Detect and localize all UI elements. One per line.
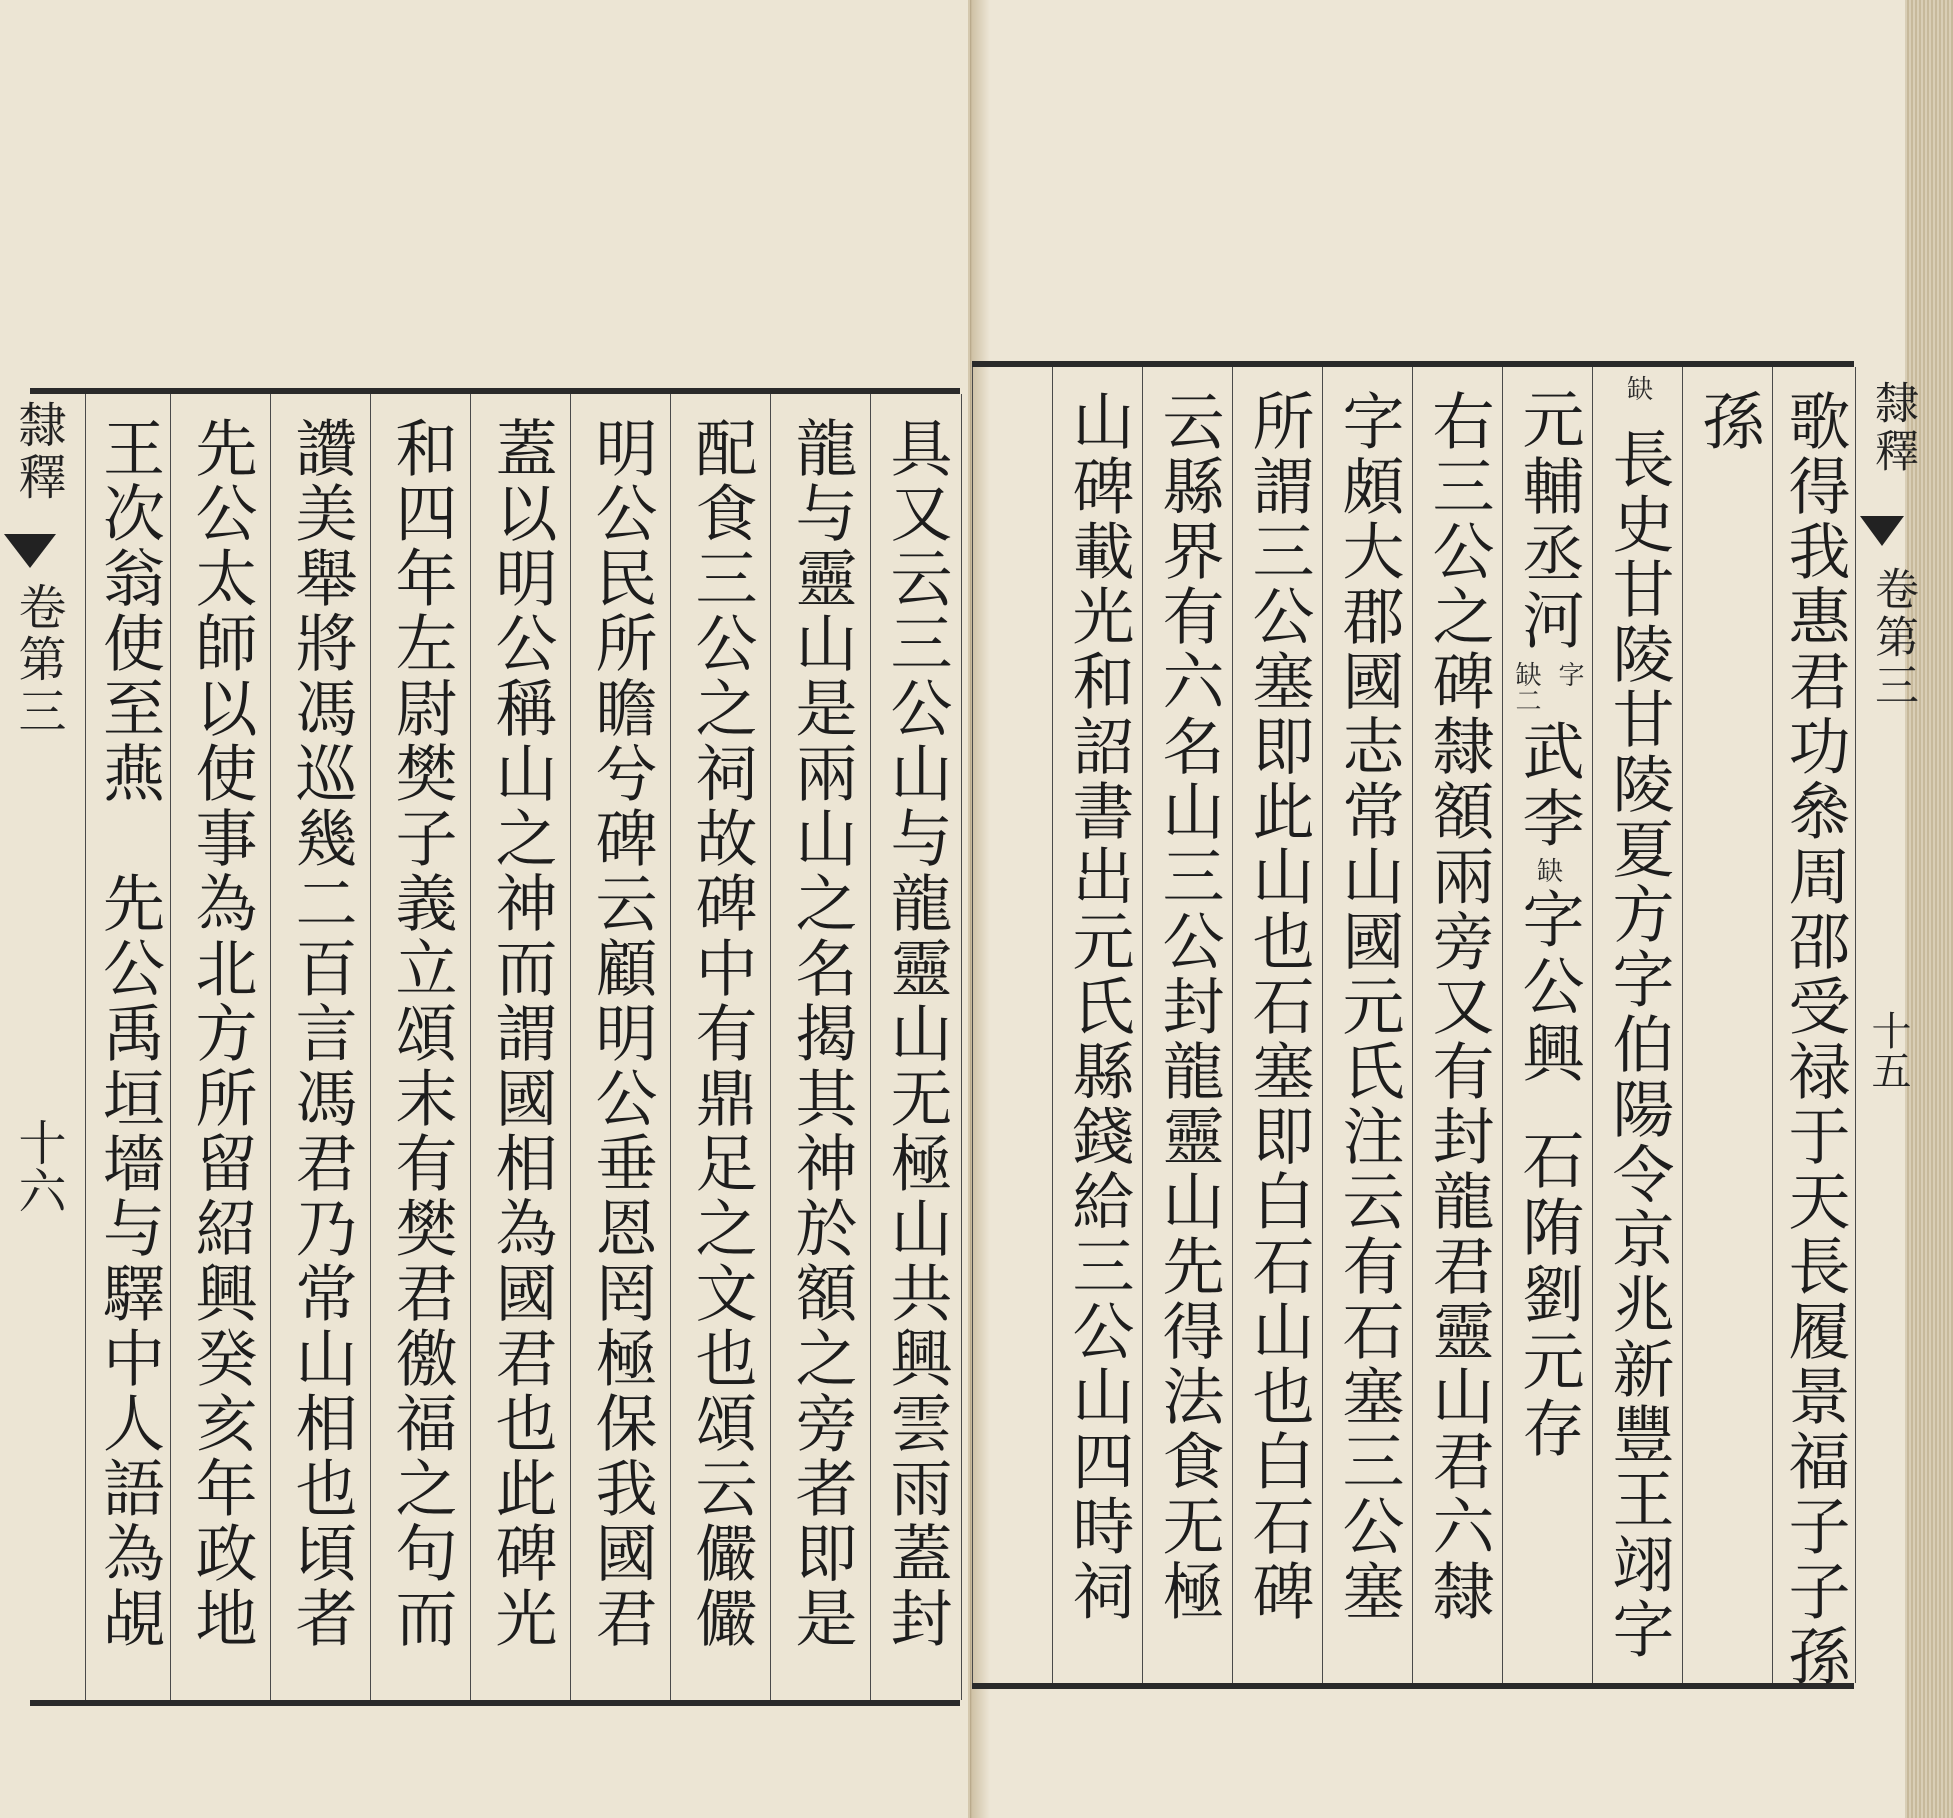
text-column [370,394,471,1700]
text-column [1682,367,1773,1683]
column-text: 山碑載光和詔書出元氏縣錢給三公山四時祠 [1062,389,1135,1624]
annotation: 缺二 [1511,661,1541,713]
text-column [470,394,571,1700]
column-text: 和四年左尉樊子義立頌末有樊君徼福之句而 [385,416,458,1651]
column-text: 歌得我惠君功叅周邵受禄于天長履景福子子孫 [1778,389,1851,1689]
column-text: 右三公之碑隸額兩旁又有封龍君靈山君六隸 [1422,389,1495,1624]
text-column [1412,367,1503,1683]
text-column-blank [972,367,1053,1683]
text-column [85,394,171,1700]
text-column [170,394,271,1700]
fishtail-icon [4,534,56,568]
text-column [1232,367,1323,1683]
right-folio: 十五 [1865,1010,1911,1090]
column-text: 王次翁使至燕 先公禹垣墻与驛中人語為覘 [92,416,166,1651]
column-text: 孫 [1692,389,1765,456]
column-text: 讚美舉將馮巡幾二百言馮君乃常山相也頃者 [285,416,358,1651]
text-column [670,394,771,1700]
column-text: 配食三公之祠故碑中有鼎足之文也頌云儼儼 [685,416,758,1651]
annotation: 缺 [1532,857,1563,883]
column-text: 具又云三公山与龍靈山无極山共興雲雨蓋封 [880,416,953,1651]
column-text: 字公興 [1512,887,1585,1088]
text-column [870,394,962,1700]
column-text: 云縣界有六名山三公封龍靈山先得法食无極 [1152,389,1225,1624]
text-column [1772,367,1856,1689]
column-text: 龍与靈山是兩山之名揭其神於額之旁者即是 [785,416,858,1651]
column-text: 明公民所瞻兮碑云顧明公垂恩罔極保我國君 [585,416,658,1651]
left-text-block [30,388,960,1706]
column-text: 先公太師以使事為北方所留紹興癸亥年政地 [185,416,258,1651]
right-margin-title: 隸釋 [1867,380,1918,476]
text-column [1502,367,1593,1683]
text-column [570,394,671,1700]
right-margin-strip [1860,380,1918,1090]
column-text: 所謂三公塞即此山也石塞即白石山也白石碑 [1242,389,1315,1624]
right-text-block [972,361,1854,1689]
left-folio: 十六 [10,1118,66,1214]
text-column [270,394,371,1700]
column-text: 元輔丞河 [1512,387,1585,655]
column-text: 長史甘陵甘陵夏方字伯陽令京兆新豐王翊字 [1602,427,1675,1662]
left-margin-title: 隸釋 [10,400,66,504]
annotation: 字 [1554,661,1584,687]
text-column [1052,367,1143,1683]
text-column [1142,367,1233,1683]
text-column [1322,367,1413,1683]
column-text: 武李 [1512,719,1585,853]
left-margin-volume: 卷第三 [10,582,66,738]
fishtail-icon [1860,516,1904,546]
text-column [1592,367,1683,1683]
page-edge [1905,0,1953,1818]
right-margin-volume: 卷第三 [1867,566,1918,710]
column-text: 蓋以明公稱山之神而謂國相為國君也此碑光 [485,416,558,1651]
annotation-que: 缺 [1622,375,1653,401]
column-text: 石陏劉元存 [1512,1128,1585,1463]
text-column [770,394,871,1700]
column-text: 字頗大郡國志常山國元氏注云有石塞三公塞 [1332,389,1405,1624]
left-margin-strip [4,400,66,1214]
